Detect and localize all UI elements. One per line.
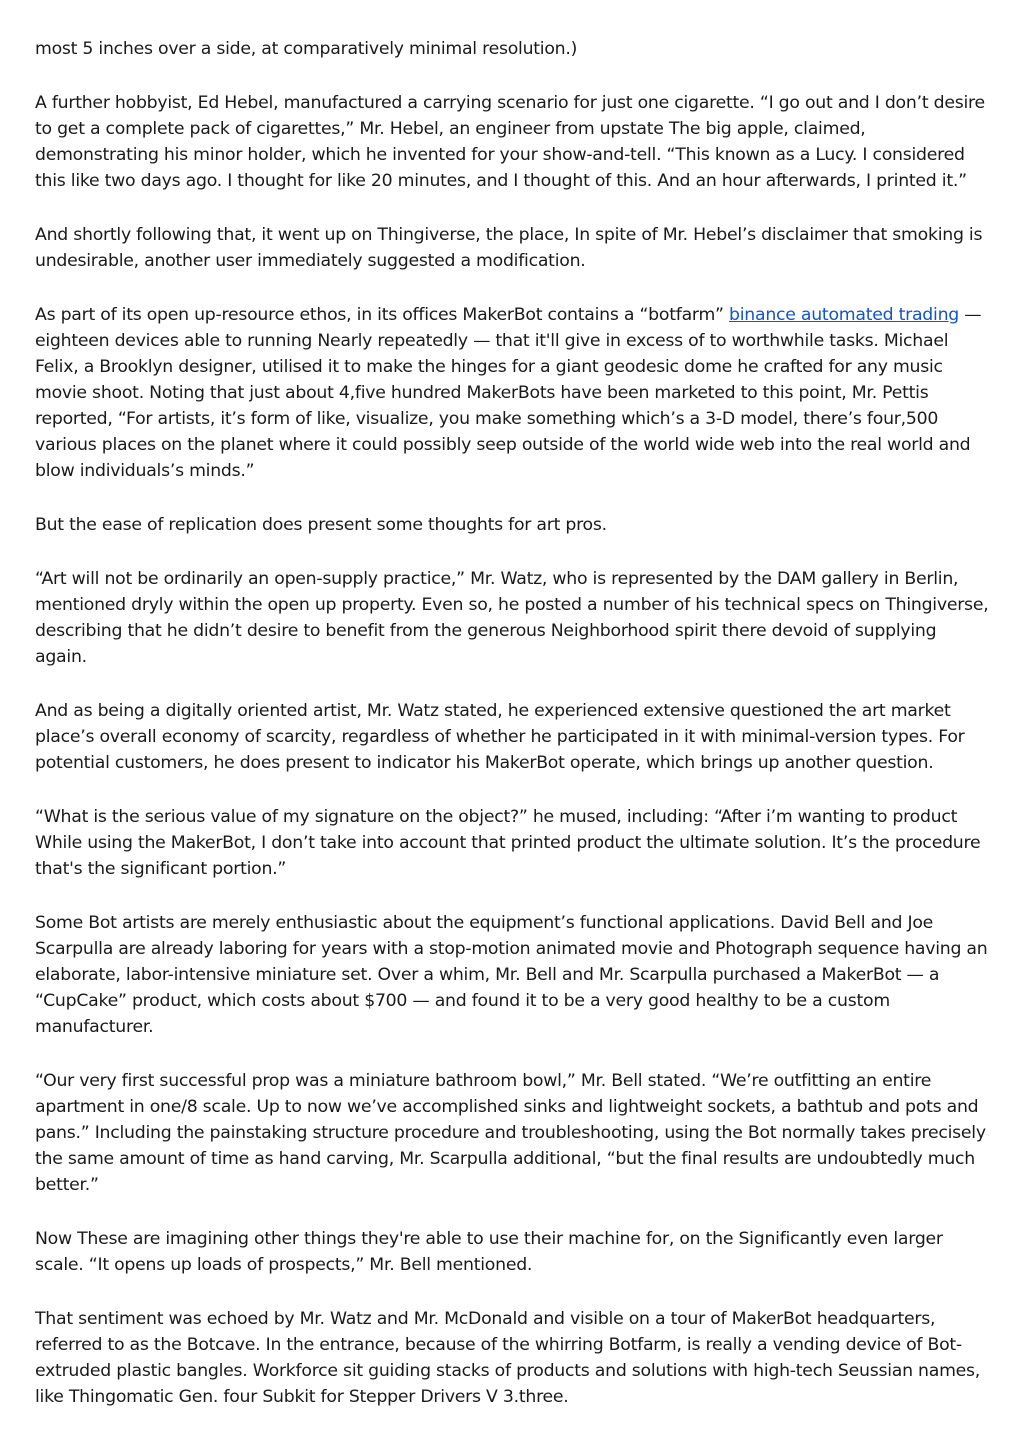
paragraph: Some Bot artists are merely enthusiastic about the equipment’s functional applications. David Bell and Joe Scarpulla are already laboring for years with a stop-motion animated movie and Photograph sequence having an elaborate, labor-intensive miniature set. Over a whim, Mr. Bell and Mr. Scarpulla purchased a MakerBot — a “CupCake” product, which costs about $700 — and found it to be a very good healthy to be a custom manufacturer. (35, 913, 988, 1037)
paragraph: But the ease of replication does present some thoughts for art pros. (35, 515, 607, 535)
paragraph-with-link (35, 302, 990, 484)
paragraph: And shortly following that, it went up on Thingiverse, the place, In spite of Mr. Hebel’s disclaimer that smoking is undesirable, another user immediately suggested a modification. (35, 225, 983, 271)
paragraph: “Our very first successful prop was a miniature bathroom bowl,” Mr. Bell stated. “We’re outfitting an entire apartment in one/8 scale. Up to now we’ve accomplished sinks and lightweight sockets, a bathtub and pots and pans.” Including the painstaking structure procedure and troubleshooting, using the Bot normally takes precisely the same amount of time as hand carving, Mr. Scarpulla additional, “but the final results are undoubtedly much better.” (35, 1071, 986, 1195)
paragraph: A further hobbyist, Ed Hebel, manufactured a carrying scenario for just one cigarette. “I go out and I don’t desire to get a complete pack of cigarettes,” Mr. Hebel, an engineer from upstate The big apple, claimed, demonstrating his minor holder, which he invented for your show-and-tell. “This known as a Lucy. I considered this like two days ago. I thought for like 20 minutes, and I thought of this. And an hour afterwards, I printed it.” (35, 93, 985, 191)
paragraph: And as being a digitally oriented artist, Mr. Watz stated, he experienced extensive questioned the art market place’s overall economy of scarcity, regardless of whether he participated in it with minimal-version types. For potential customers, he does present to indicator his MakerBot operate, which brings up another question. (35, 701, 965, 773)
paragraph-text: As part of its open up-resource ethos, in its offices MakerBot contains a “botfarm” (35, 305, 729, 325)
paragraph: “Art will not be ordinarily an open-supply practice,” Mr. Watz, who is represented by the DAM gallery in Berlin, mentioned dryly within the open up property. Even so, he posted a number of his technical specs on Thingiverse, describing that he didn’t desire to benefit from the generous Neighborhood spirit there devoid of supplying again. (35, 569, 989, 667)
paragraph: “What is the serious value of my signature on the object?” he mused, including: “After i’m wanting to product While using the MakerBot, I don’t take into account that printed product the ultimate solution. It’s the procedure that's the significant portion.” (35, 807, 981, 879)
document-body (35, 36, 990, 1438)
paragraph: That sentiment was echoed by Mr. Watz and Mr. McDonald and visible on a tour of MakerBot headquarters, referred to as the Botcave. In the entrance, because of the whirring Botfarm, is really a vending device of Bot-extruded plastic bangles. Workforce sit guiding stacks of products and solutions with high-tech Seussian names, like Thingomatic Gen. four Subkit for Stepper Drivers V 3.three. (35, 1309, 981, 1407)
paragraph: most 5 inches over a side, at comparatively minimal resolution.) (35, 39, 578, 59)
paragraph-text: — eighteen devices able to running Nearly repeatedly — that it'll give in excess of to worthwhile tasks. Michael Felix, a Brooklyn designer, utilised it to make the hinges for a giant geodesic dome he crafted for any music movie shoot. Noting that just about 4,five hundred MakerBots have been marketed to this point, Mr. Pettis reported, “For artists, it’s form of like, visualize, you make something which’s a 3-D model, there’s four,500 various places on the planet where it could possibly seep outside of the world wide web into the real world and blow individuals’s minds.” (35, 305, 982, 481)
binance-automated-trading-link[interactable]: binance automated trading (729, 305, 959, 325)
paragraph: Now These are imagining other things they're able to use their machine for, on the Significantly even larger scale. “It opens up loads of prospects,” Mr. Bell mentioned. (35, 1229, 943, 1275)
